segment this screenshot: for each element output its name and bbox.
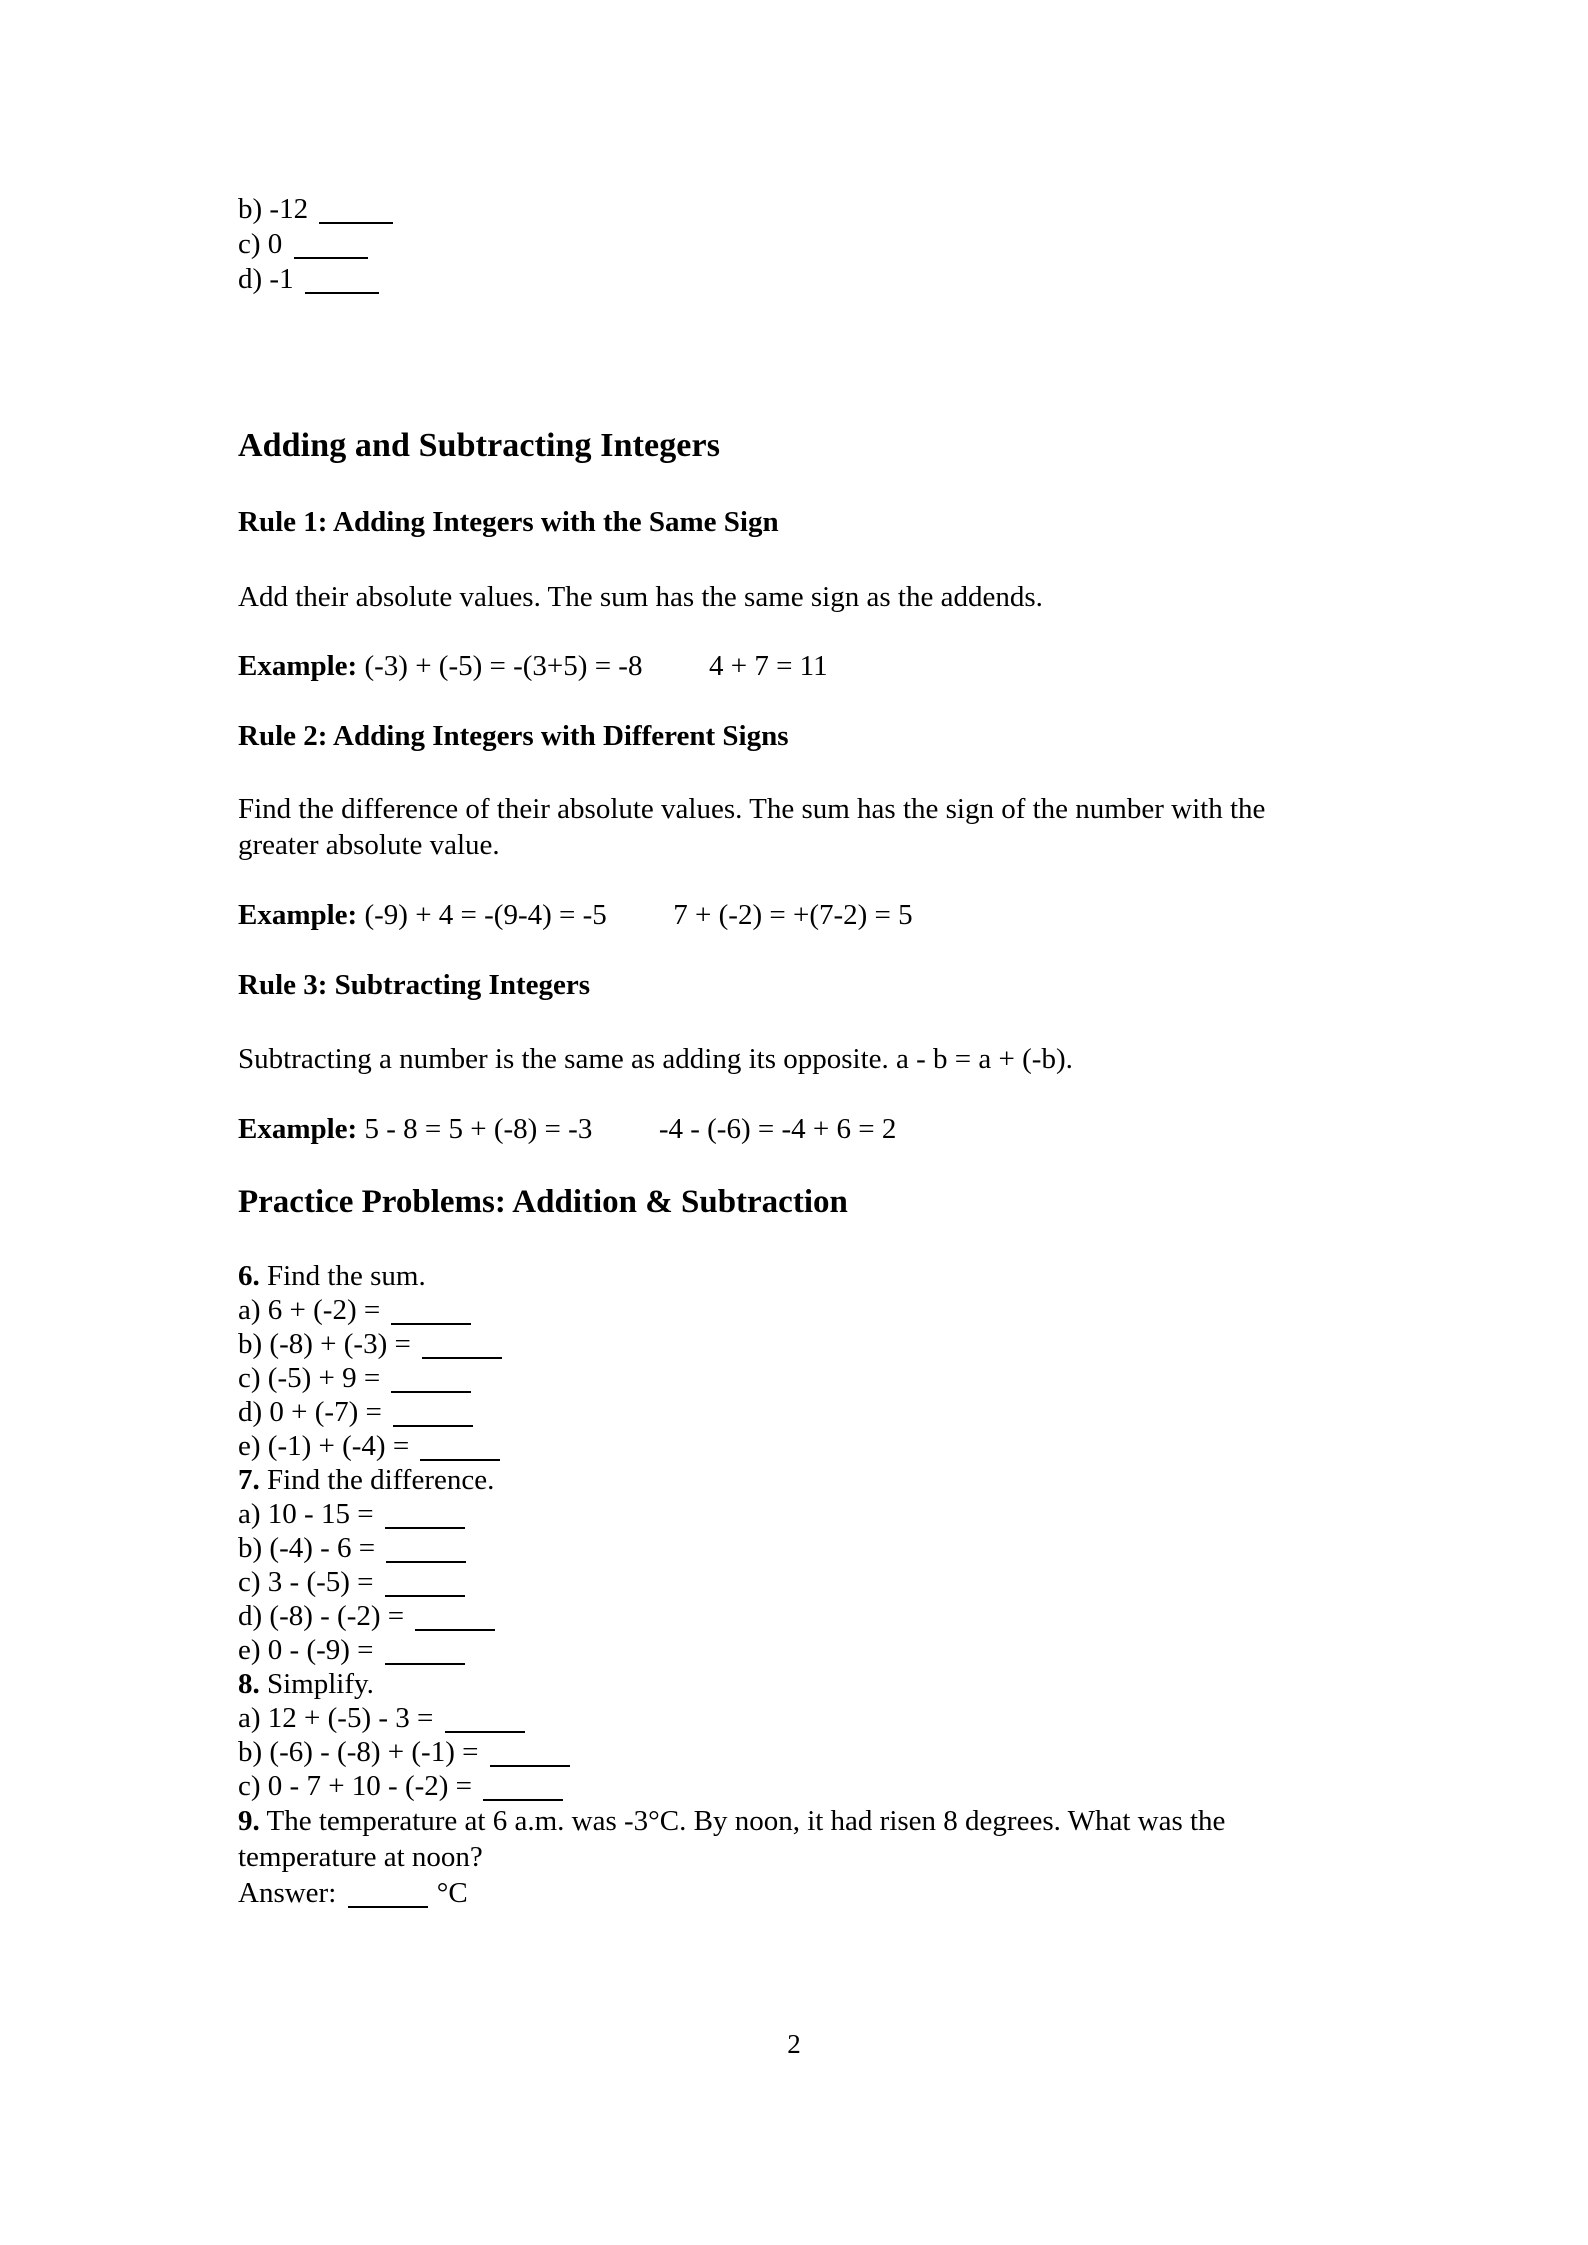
item-expression: 0 - 7 + 10 - (-2) = (267, 1770, 473, 1802)
item-expression: 6 + (-2) = (267, 1294, 381, 1326)
question-text: Find the difference. (267, 1464, 495, 1496)
item-expression: (-8) - (-2) = (269, 1600, 405, 1632)
item-label: e) (238, 1634, 261, 1666)
question-text: Find the sum. (267, 1260, 426, 1292)
rule-2-heading: Rule 2: Adding Integers with Different Signs (238, 720, 789, 752)
item-label: b) (238, 1328, 263, 1360)
list-item (238, 192, 395, 227)
question-6-prompt (238, 1259, 1343, 1293)
item-value: -12 (269, 193, 309, 225)
question-6-item-e (238, 1429, 1343, 1463)
item-label: b) (238, 193, 263, 225)
carryover-list (238, 192, 395, 297)
item-expression: 3 - (-5) = (267, 1566, 374, 1598)
item-label: a) (238, 1702, 261, 1734)
example-expression-2: -4 - (-6) = -4 + 6 = 2 (658, 1113, 897, 1145)
item-label: d) (238, 1600, 263, 1632)
example-expression-1: (-9) + 4 = -(9-4) = -5 (364, 899, 607, 931)
answer-blank[interactable] (420, 1459, 500, 1461)
question-7-item-e (238, 1633, 1343, 1667)
question-8-item-b (238, 1735, 1343, 1769)
question-8 (238, 1667, 1343, 1803)
list-item (238, 227, 395, 262)
practice-heading: Practice Problems: Addition & Subtraction (238, 1184, 848, 1220)
answer-unit: °C (436, 1877, 468, 1909)
answer-blank[interactable] (415, 1629, 495, 1631)
answer-blank[interactable] (445, 1731, 525, 1733)
item-expression: (-4) - 6 = (269, 1532, 376, 1564)
rule-3-heading: Rule 3: Subtracting Integers (238, 969, 591, 1001)
page-number: 2 (787, 2029, 801, 2059)
question-8-item-c (238, 1769, 1343, 1803)
answer-blank[interactable] (385, 1595, 465, 1597)
example-expression-2: 4 + 7 = 11 (708, 650, 828, 682)
answer-blank[interactable] (483, 1799, 563, 1801)
item-expression: (-1) + (-4) = (267, 1430, 410, 1462)
question-9-text-block (238, 1803, 1343, 1875)
item-label: e) (238, 1430, 261, 1462)
item-expression: 10 - 15 = (267, 1498, 374, 1530)
question-number: 9. (238, 1805, 260, 1837)
item-value: 0 (267, 228, 283, 260)
item-label: c) (238, 1362, 261, 1394)
answer-blank[interactable] (393, 1425, 473, 1427)
item-label: a) (238, 1294, 261, 1326)
question-7-item-b (238, 1531, 1343, 1565)
rule-1-body: Add their absolute values. The sum has the same sign as the addends. (238, 581, 1043, 613)
question-9-answer-line (238, 1875, 1343, 1911)
item-label: b) (238, 1532, 263, 1564)
answer-blank[interactable] (391, 1323, 471, 1325)
example-expression-1: (-3) + (-5) = -(3+5) = -8 (364, 650, 643, 682)
question-7-item-c (238, 1565, 1343, 1599)
item-label: c) (238, 228, 261, 260)
question-7 (238, 1463, 1343, 1667)
rule-3-example (238, 1111, 1343, 1147)
answer-label: Answer: (238, 1877, 337, 1909)
question-text: The temperature at 6 a.m. was -3°C. By noon, it had risen 8 degrees. What was the temperature at noon? (238, 1805, 1226, 1873)
section-block (238, 425, 1343, 1911)
item-expression: 0 + (-7) = (269, 1396, 382, 1428)
item-label: b) (238, 1736, 263, 1768)
question-6-item-a (238, 1293, 1343, 1327)
answer-blank[interactable] (391, 1391, 471, 1393)
answer-blank[interactable] (305, 292, 379, 294)
item-expression: (-5) + 9 = (267, 1362, 381, 1394)
answer-blank[interactable] (422, 1357, 502, 1359)
question-9 (238, 1803, 1343, 1911)
question-8-prompt (238, 1667, 1343, 1701)
section-title: Adding and Subtracting Integers (238, 427, 721, 464)
example-expression-2: 7 + (-2) = +(7-2) = 5 (673, 899, 913, 931)
answer-blank[interactable] (385, 1527, 465, 1529)
item-expression: (-6) - (-8) + (-1) = (269, 1736, 479, 1768)
item-label: c) (238, 1770, 261, 1802)
question-6-item-d (238, 1395, 1343, 1429)
example-expression-1: 5 - 8 = 5 + (-8) = -3 (364, 1113, 593, 1145)
question-7-item-a (238, 1497, 1343, 1531)
example-label: Example: (238, 1113, 358, 1145)
item-expression: 12 + (-5) - 3 = (267, 1702, 434, 1734)
item-expression: (-8) + (-3) = (269, 1328, 411, 1360)
answer-blank[interactable] (490, 1765, 570, 1767)
question-text: Simplify. (267, 1668, 374, 1700)
rule-3-body: Subtracting a number is the same as adding its opposite. a - b = a + (-b). (238, 1043, 1073, 1075)
item-value: -1 (269, 263, 294, 295)
question-6-item-c (238, 1361, 1343, 1395)
rule-1-heading: Rule 1: Adding Integers with the Same Sign (238, 506, 779, 538)
question-6 (238, 1259, 1343, 1463)
example-label: Example: (238, 899, 358, 931)
rule-2-example (238, 897, 1343, 933)
answer-blank[interactable] (319, 222, 393, 224)
question-number: 6. (238, 1260, 260, 1292)
question-number: 8. (238, 1668, 260, 1700)
item-label: a) (238, 1498, 261, 1530)
question-6-item-b (238, 1327, 1343, 1361)
item-label: d) (238, 1396, 263, 1428)
answer-blank[interactable] (386, 1561, 466, 1563)
rule-1-example (238, 648, 1343, 684)
question-number: 7. (238, 1464, 260, 1496)
answer-blank[interactable] (294, 257, 368, 259)
answer-blank[interactable] (385, 1663, 465, 1665)
question-8-item-a (238, 1701, 1343, 1735)
list-item (238, 262, 395, 297)
answer-blank[interactable] (348, 1906, 428, 1908)
rule-2-body: Find the difference of their absolute values. The sum has the sign of the number with the greater absolute value. (238, 793, 1266, 861)
item-label: c) (238, 1566, 261, 1598)
example-label: Example: (238, 650, 358, 682)
question-7-prompt (238, 1463, 1343, 1497)
item-label: d) (238, 263, 263, 295)
question-7-item-d (238, 1599, 1343, 1633)
item-expression: 0 - (-9) = (267, 1634, 374, 1666)
